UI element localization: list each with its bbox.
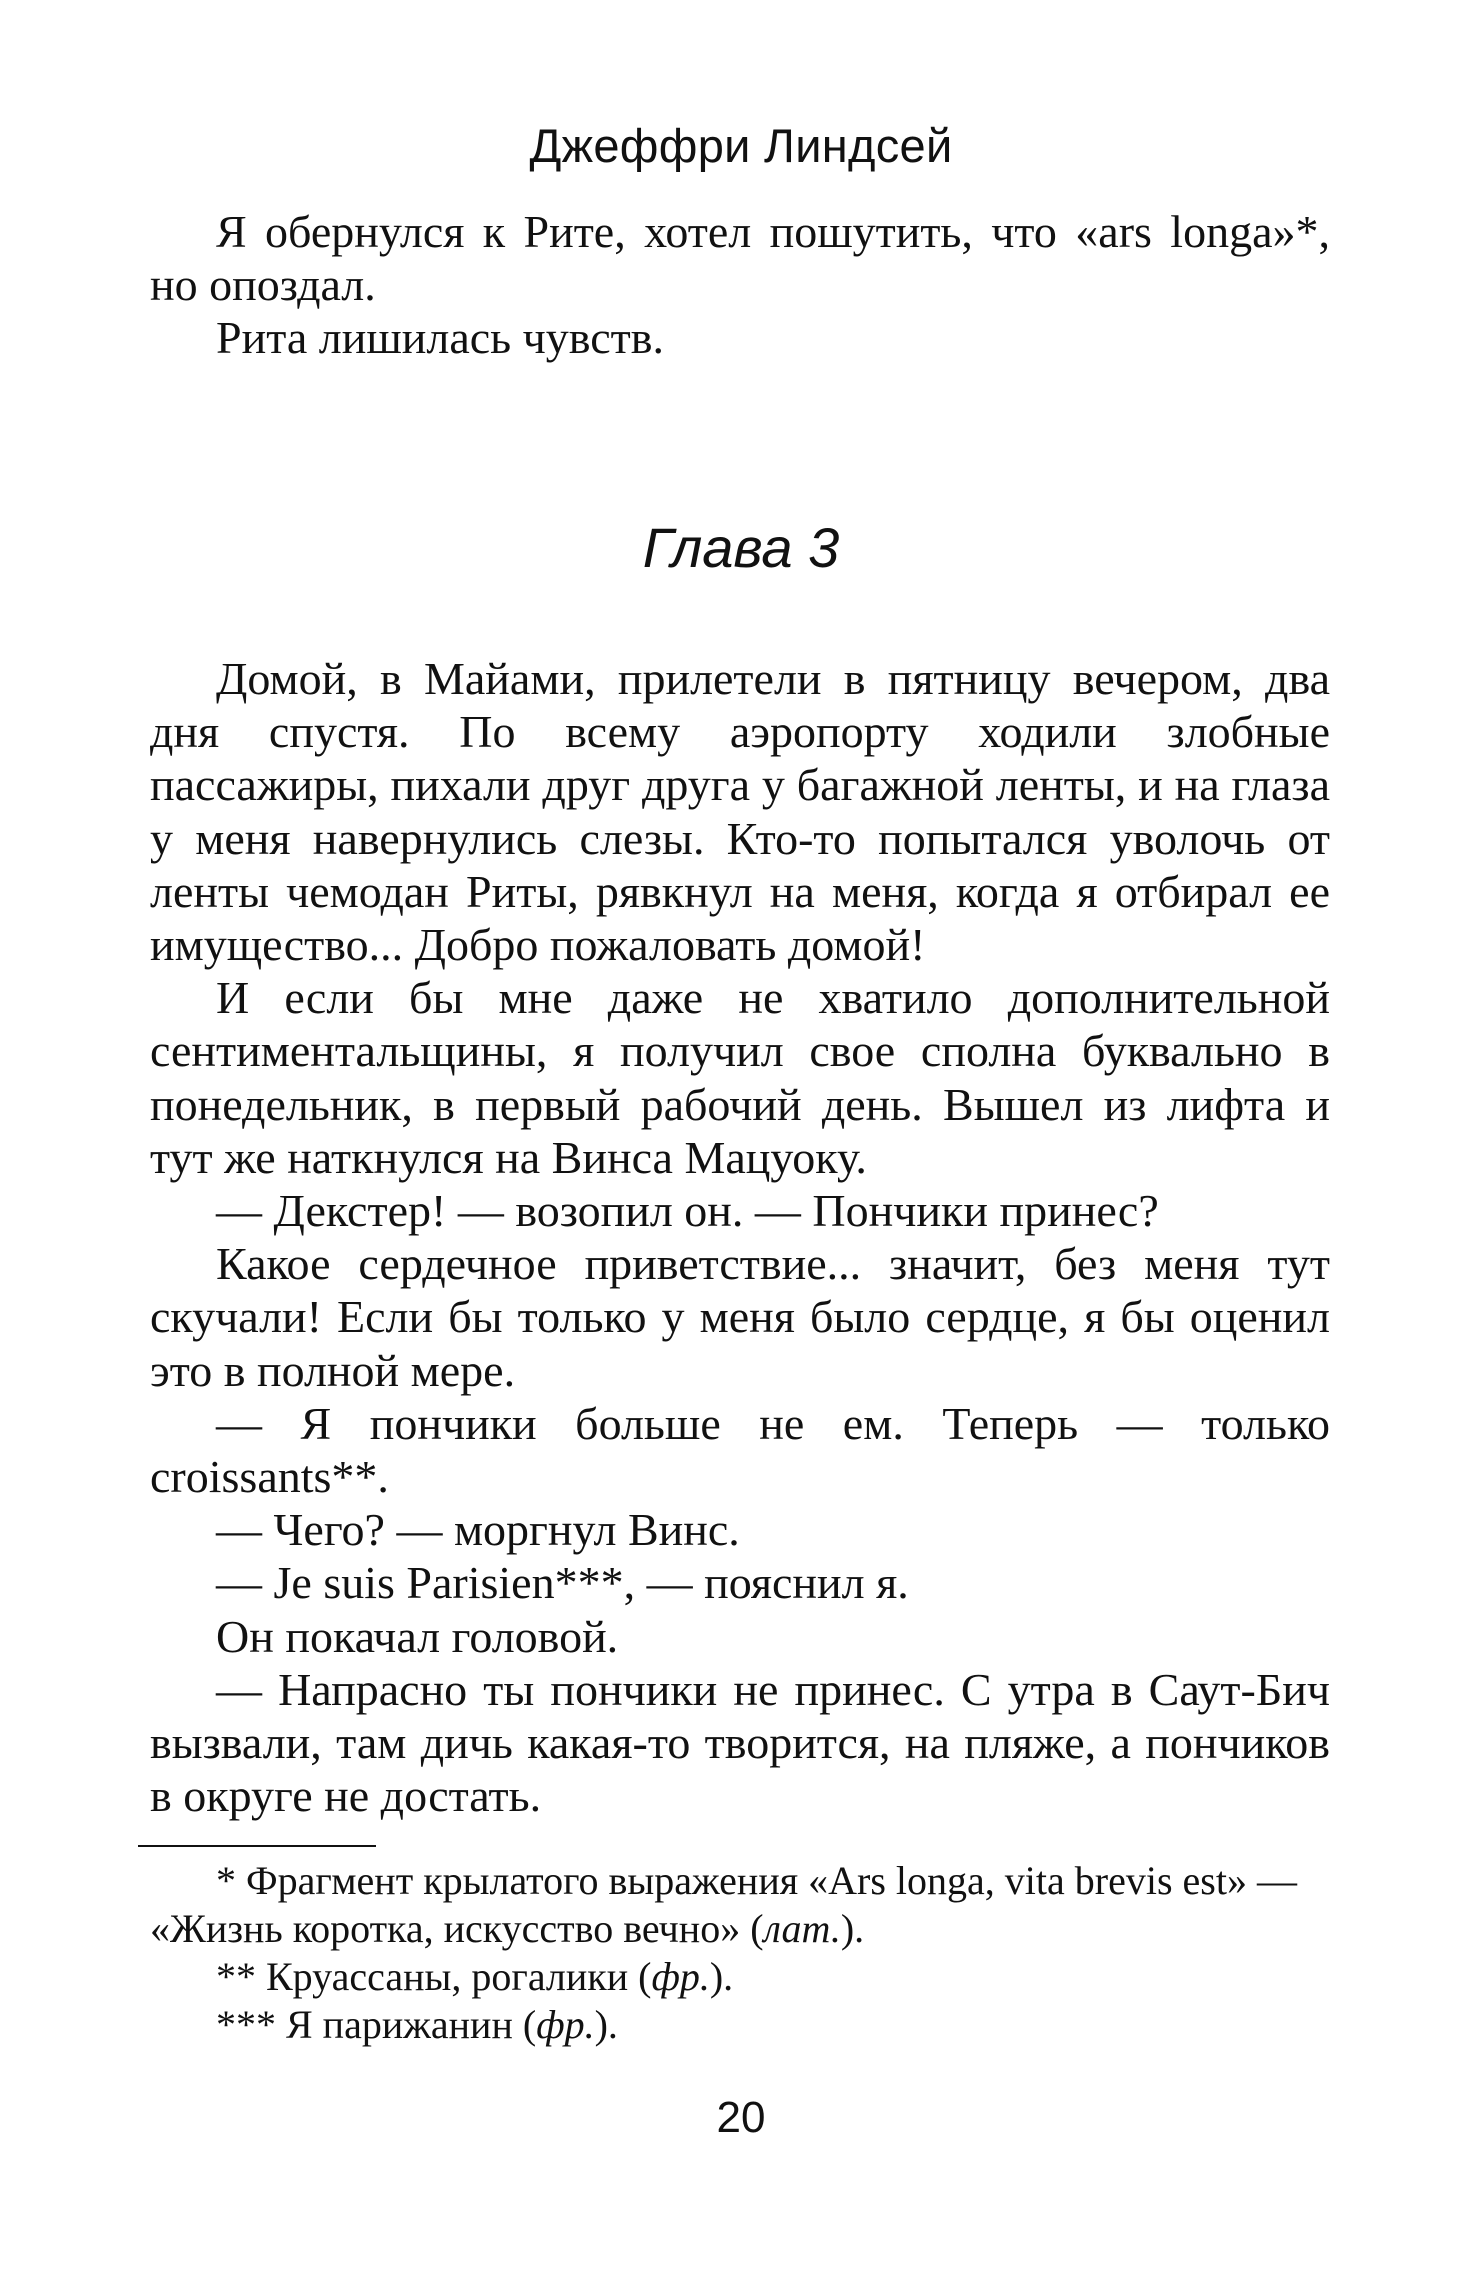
footnote-1-line1: * Фрагмент крылатого выражения «Ars longa, vita brevis est» — bbox=[216, 1858, 1297, 1903]
page-number: 20 bbox=[716, 2093, 766, 2142]
paragraph: Рита лишилась чувств. bbox=[216, 312, 664, 364]
paragraph: Он покачал головой. bbox=[216, 1610, 619, 1662]
paragraph: — Я пончики больше не ем. Теперь — только croissants**. bbox=[150, 1397, 1330, 1503]
footnote-text: ). bbox=[709, 1954, 734, 1999]
chapter-body-text bbox=[150, 652, 1330, 1822]
footnote-text: ** Круассаны, рогалики ( bbox=[216, 1954, 652, 1999]
paragraph: — Чего? — моргнул Винс. bbox=[216, 1504, 740, 1556]
running-header-author: Джеффри Линдсей bbox=[529, 119, 953, 172]
footnote-language-abbr: лат. bbox=[763, 1906, 841, 1951]
paragraph: Я обернулся к Рите, хотел пошутить, что «ars longa»*, но опоздал. bbox=[150, 206, 1330, 311]
paragraph: — Je suis Parisien***, — пояснил я. bbox=[216, 1557, 909, 1609]
footnote-3 bbox=[150, 2001, 1330, 2049]
paragraph: Какое сердечное приветствие... значит, без меня тут скучали! Если бы только у меня было сердце, я бы оценил это в полной мере. bbox=[150, 1238, 1330, 1396]
chapter-end-text bbox=[150, 205, 1330, 365]
footnote-text: ). bbox=[594, 2002, 618, 2047]
footnote-language-abbr: фр. bbox=[651, 1954, 710, 1999]
footnote-1-line2 bbox=[150, 1905, 1330, 1953]
footnotes bbox=[150, 1857, 1330, 2049]
footnote-text: *** Я парижанин ( bbox=[216, 2002, 537, 2047]
paragraph: Домой, в Майами, прилетели в пятницу вечером, два дня спустя. По всему аэропорту ходили злобные пассажиры, пихали друг друга у багажной ленты, и на глаза у меня навернулись слезы. Кто-то попытался уволочь от ленты чемодан Риты, рявкнул на меня, когда я отбирал ее имущество... Добро пожаловать домой! bbox=[150, 653, 1330, 971]
footnote-language-abbr: фр. bbox=[536, 2002, 595, 2047]
footnote-text: ). bbox=[840, 1906, 865, 1951]
paragraph: — Декстер! — возопил он. — Пончики принес? bbox=[216, 1185, 1159, 1237]
chapter-title: Глава 3 bbox=[642, 516, 840, 579]
paragraph: И если бы мне даже не хватило дополнительной сентиментальщины, я получил свое сполна буквально в понедельник, в первый рабочий день. Вышел из лифта и тут же наткнулся на Винса Мацуоку. bbox=[150, 972, 1330, 1183]
paragraph: — Напрасно ты пончики не принес. С утра в Саут-Бич вызвали, там дичь какая-то творится, на пляже, а пончиков в округе не достать. bbox=[150, 1663, 1330, 1822]
footnote-separator bbox=[138, 1845, 376, 1847]
footnote-text: «Жизнь коротка, искусство вечно» ( bbox=[150, 1906, 764, 1951]
footnote-2 bbox=[150, 1953, 1330, 2001]
